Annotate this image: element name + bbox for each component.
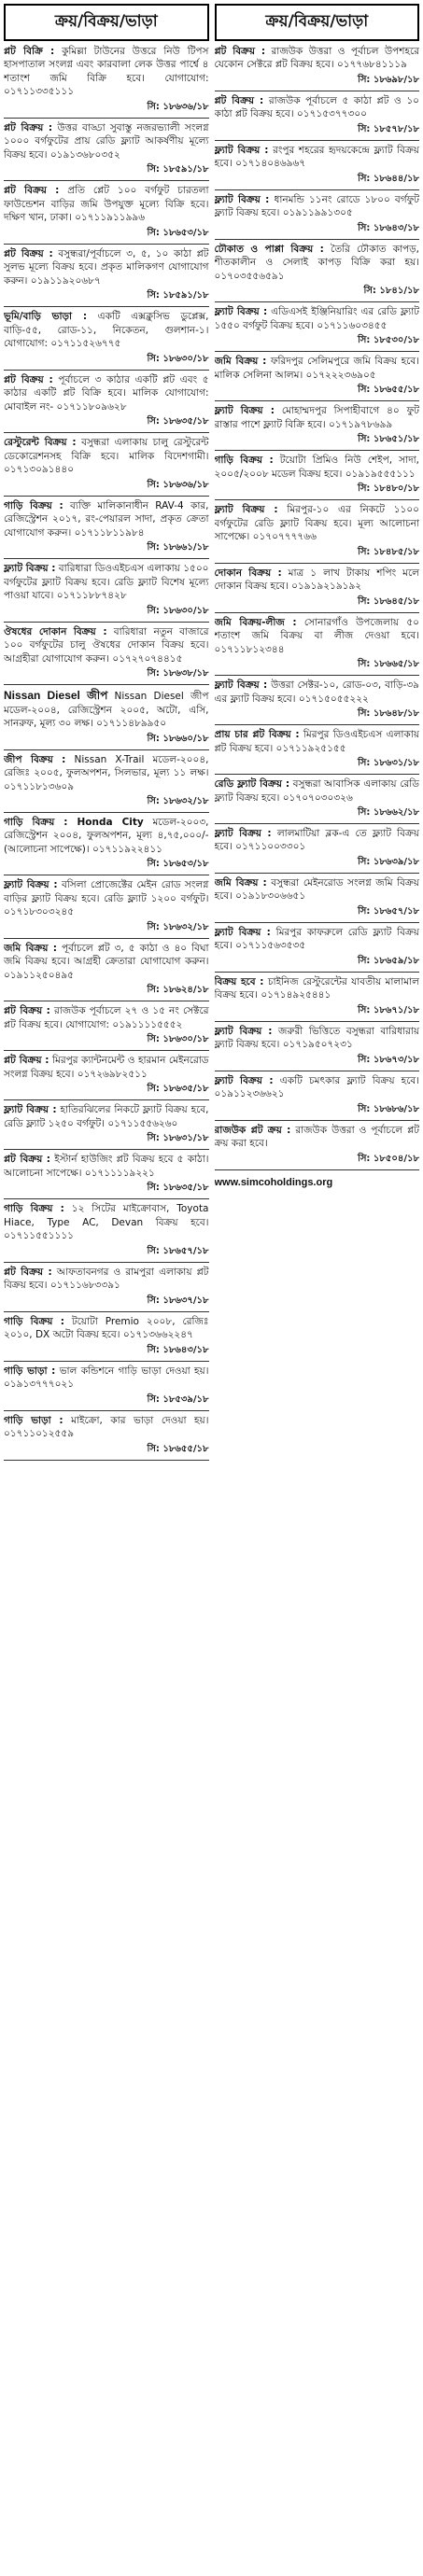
ad-text: রাজউক উত্তরা ও পূর্বাচল উপশহরে যেকোন সেক্টরে প্লট বিক্রয় হবে। ০১৭৭৬৮৪১১১৯ xyxy=(214,46,419,71)
classified-column-left xyxy=(4,4,209,2576)
ad-title: জীপ বিক্রয় : xyxy=(4,753,66,765)
classified-ad xyxy=(215,94,420,144)
ad-title: গাড়ি বিক্রয় : xyxy=(214,455,274,467)
ad-text: পূর্বাচলে ৩ কাঠার একটি প্লট এবং ৫ কাঠার একটি প্লট বিক্রি হবে। মালিক যোগাযোগ: মোবাইল নং- ০১৭১১৮০৯৬২৮ xyxy=(4,373,209,413)
ad-code: সি: ১৮৬৩৫/১৮ xyxy=(147,416,209,427)
ad-title: ফ্ল্যাট বিক্রয় : xyxy=(214,306,268,318)
ad-code: সি: ১৮৬৪৮/১৮ xyxy=(357,708,419,720)
ad-title: জমি বিক্রয় : xyxy=(214,876,267,889)
ad-title: প্লট বিক্রয় : xyxy=(214,46,266,57)
ad-body xyxy=(4,753,209,793)
ad-body xyxy=(4,1202,209,1242)
classified-ad xyxy=(215,679,420,728)
ad-text: মাইক্রো, কার ভাড়া দেওয়া হয়। ০১৭১১০১২৫৫৯ xyxy=(4,1414,209,1440)
classified-ad xyxy=(4,1365,209,1414)
ad-code: সি: ১৮৬২৪/১৮ xyxy=(147,985,209,996)
ad-body xyxy=(4,499,209,539)
ad-separator xyxy=(215,675,420,676)
ad-title: ফ্ল্যাট বিক্রয় : xyxy=(214,926,271,938)
ad-code: সি: ১৮৬৩০/১৮ xyxy=(147,353,209,364)
ad-body xyxy=(215,1025,420,1052)
classified-ad xyxy=(215,45,420,94)
ad-code: সি: ১৮৫০৪/১৮ xyxy=(357,1153,419,1164)
ad-separator xyxy=(4,244,209,245)
ad-title: ফ্ল্যাট বিক্রয় : xyxy=(214,405,275,417)
ad-text: মিরপুর কাফরুলে রেডি ফ্ল্যাট বিক্রয় হবে। ০১৭১১৫৬৩৫৩৫ xyxy=(214,926,419,952)
ad-separator xyxy=(4,1099,209,1100)
ad-title: ফ্ল্যাট বিক্রয় : xyxy=(4,879,58,891)
ad-code: সি: ১৮৫৯১/১৮ xyxy=(147,290,209,301)
ad-separator xyxy=(215,612,420,613)
ad-code: সি: ১৮৪১/১৮ xyxy=(363,286,419,297)
classified-ad xyxy=(4,878,209,941)
ad-body xyxy=(4,436,209,476)
ad-text: উত্তর বাড্ডা সুবাস্তু নজরভ্যালী সংলগ্ন ১০০০ বর্গফুটের প্রায় রেডি ফ্ল্যাট আকর্ষণীয় মূল্যে বিক্রয় হবে। ০১৯১৩৬৮০৩৫২ xyxy=(4,121,209,161)
ad-code: সি: ১৮৬৫৫/১৮ xyxy=(147,1443,209,1454)
ad-body xyxy=(4,1315,209,1342)
ad-separator xyxy=(4,558,209,559)
classified-ad xyxy=(215,777,420,827)
ad-code: সি: ১৮৬৬১/১৮ xyxy=(147,542,209,553)
ad-separator xyxy=(215,140,420,141)
ad-body xyxy=(215,567,420,594)
ad-text: আফতাবনগর ও রামপুরা এলাকায় প্লট বিক্রয় হবে। ০১৭১১৬৮৩৩৯১ xyxy=(4,1266,209,1292)
ad-separator xyxy=(4,1149,209,1150)
ad-code: সি: ১৮৬৩০/১৮ xyxy=(147,605,209,616)
classified-ad xyxy=(4,1004,209,1054)
classified-ad xyxy=(4,1202,209,1265)
ad-body xyxy=(215,679,420,706)
classified-ad xyxy=(215,876,420,926)
ad-code: সি: ১৮৬৩১/১৮ xyxy=(357,758,419,769)
ad-body xyxy=(4,1414,209,1441)
ad-text: টয়োটা প্রিমিও নিউ শেইপ, সাদা, ২০০৫/২০০৮ মডেল বিক্রয় হবে। ০১৯১৯৫৫৫১১১ xyxy=(214,455,419,480)
ad-title: ফ্ল্যাট বিক্রয় : xyxy=(214,827,272,839)
ad-code: সি: ১৮৬৩৭/১৮ xyxy=(147,1295,209,1306)
ad-text: তৈরি ঢৌকাত কাপড়, শীতকালীন ও সেলাই কাপড় বিক্রি করা হয়। ০১৭০৩৫৫৬৫৯১ xyxy=(214,243,419,282)
ad-body xyxy=(4,688,209,731)
classified-ad xyxy=(215,728,420,777)
ad-title: গাড়ি ভাড়া : xyxy=(4,1414,63,1426)
ad-body xyxy=(215,616,420,656)
ad-code: সি: ১৮৬৩৯/১৮ xyxy=(357,856,419,867)
ad-separator xyxy=(4,370,209,371)
ad-text: Nissan Diesel জীপ মডেল-২০০৪, রেজিস্ট্রেশন ২০০৫, অটো, এসি, সানরুফ, মূল্য ৩০ লক্ষ। ০১৭১১৪৮৯৯৫০ xyxy=(4,691,209,730)
ad-separator xyxy=(4,684,209,685)
classified-ad xyxy=(215,193,420,243)
ad-text: ১২ সিটের মাইক্রোবাস, Toyota Hiace, Type AC, Devan বিক্রয় হবে। ০১৭১১৫৫১১১১ xyxy=(4,1203,209,1242)
classified-ad xyxy=(4,562,209,624)
ad-separator xyxy=(215,400,420,401)
ad-separator xyxy=(215,972,420,973)
ad-body xyxy=(4,184,209,224)
classified-ad xyxy=(215,355,420,404)
ad-body xyxy=(215,355,420,382)
ad-separator xyxy=(215,351,420,352)
ad-title: গাড়ি বিক্রয় : Honda City xyxy=(4,816,144,828)
ad-title: বিক্রয় হবে : xyxy=(214,975,264,987)
classified-ad xyxy=(4,1266,209,1315)
ad-body xyxy=(215,876,420,903)
classified-ad xyxy=(4,247,209,310)
ad-separator xyxy=(4,432,209,433)
ad-title: প্লট বিক্রি : xyxy=(4,46,55,57)
ad-separator xyxy=(4,1311,209,1312)
ad-text: পূর্বাচলে প্লট ৩, ৫ কাঠা ও ৪০ বিঘা জমি বিক্রয় হবে। আগ্রহী ক্রেতারা যোগাযোগ করুন। ০১৯১১২৫০৪৯৫ xyxy=(4,942,209,981)
ad-separator xyxy=(4,118,209,119)
ad-separator xyxy=(4,1050,209,1051)
ad-body xyxy=(4,1054,209,1081)
ad-code: সি: ১৮৬৫৫/১৮ xyxy=(357,385,419,396)
ad-separator xyxy=(4,812,209,813)
ad-separator xyxy=(4,1262,209,1263)
classified-ad xyxy=(215,975,420,1025)
ad-code: সি: ১৮৬৩২/১৮ xyxy=(147,795,209,806)
ad-title: ফ্ল্যাট বিক্রয় : xyxy=(214,1025,273,1037)
ad-code: সি: ১৮৬৫৭/১৮ xyxy=(147,1245,209,1256)
ad-body xyxy=(215,243,420,283)
section-header: ক্রয়/বিক্রয়/ভাড়া xyxy=(215,4,420,41)
classified-ad xyxy=(215,454,420,503)
ad-separator xyxy=(215,450,420,451)
ad-text: চাইনিজ রেস্টুরেন্টের যাবতীয় মালামাল বিক্রয় হবে। ০১৭১৪৯২৫৪৪১ xyxy=(214,975,419,1001)
ad-code: সি: ১৮৬৭১/১৮ xyxy=(357,1004,419,1015)
classified-ad xyxy=(4,499,209,562)
ad-code: সি: ১৮৬৭৩/১৮ xyxy=(357,1054,419,1065)
classified-ad xyxy=(215,827,420,876)
ad-text: Nissan X-Trail মডেল-২০০৪, রেজিঃ ২০০৫, ফুলঅপশন, সিলভার, মূল্য ১১ লক্ষ। ০১৭১১৮১৩৬০৯ xyxy=(4,753,209,792)
ad-text: জরুরী ভিত্তিতে বসুন্ধরা বারিধারায় ফ্ল্যাট বিক্রয় হবে। ০১৭১৯৫০৭২৩১ xyxy=(214,1025,419,1051)
ad-body xyxy=(4,247,209,287)
ad-body xyxy=(215,454,420,481)
ad-text: টয়োটা Premio ২০০৮, রেজিঃ ২০১০, DX অটো বিক্রয় হবে। ০১৭১৩৬৬২২৪৭ xyxy=(4,1315,209,1341)
ad-body xyxy=(4,562,209,602)
ad-body xyxy=(4,1004,209,1031)
ad-code: সি: ১৮৬৩৬/১৮ xyxy=(147,101,209,112)
ad-separator xyxy=(4,938,209,939)
ad-text: একটি চমৎকার ফ্ল্যাট বিক্রয় হবে। ০১৯১১২৩৬৬২১ xyxy=(214,1074,419,1100)
classified-ad xyxy=(215,243,420,305)
ad-code: সি: ১৮৬৩১/১৮ xyxy=(147,1133,209,1144)
ad-text: রাজউক পূর্বাচলে ২৭ ও ১৫ নং সেক্টরে প্লট বিক্রয় হবে। যোগাযোগ: ০১৯১১১১৫৫৫২ xyxy=(4,1005,209,1030)
ad-body xyxy=(4,310,209,350)
ad-text: মোহাম্মদপুর সিপাহীবাগে ৪০ ফুট রাস্তার পাশে ফ্ল্যাট বিক্রি হবে। ০১৭১৯৭৮৬৯৯ xyxy=(214,405,419,430)
ad-code: সি: ১৮৬৪৫/১৮ xyxy=(357,595,419,607)
ad-separator xyxy=(215,1120,420,1121)
classified-ad xyxy=(4,753,209,816)
ad-body xyxy=(4,816,209,856)
ad-text: বারিধারা ডিওএইচএস এলাকায় ১৫০০ বর্গফুটের ফ্ল্যাট বিক্রয় হবে। রেডি ফ্ল্যাট বিশেষ মূল্যে পাওয়া যাবে। ০১৭১১৮৮৭৪২৮ xyxy=(4,563,209,602)
ad-body xyxy=(215,777,420,805)
ad-title: রাজউক প্লট ক্রয় : xyxy=(214,1124,291,1136)
ad-text: ইস্টার্ন হাউজিং প্লট বিক্রয় হবে ৫ কাঠা। আলোচনা সাপেক্ষে। ০১৭১১১১৯২২১ xyxy=(4,1154,209,1179)
ad-code: সি: ১৮৪৮০/১৮ xyxy=(357,483,419,495)
ad-code: সি: ১৮৬৬৫/১৮ xyxy=(357,659,419,670)
ad-title: গাড়ি বিক্রয় : xyxy=(4,499,63,511)
ad-separator xyxy=(215,499,420,500)
classified-ad xyxy=(4,310,209,372)
section-header: ক্রয়/বিক্রয়/ভাড়া xyxy=(4,4,209,41)
ad-text: বসুন্ধরা আবাসিক এলাকায় রেডি ফ্ল্যাট বিক্রয় হবে। ০১৭০৭০৩০৩২৬ xyxy=(214,778,419,804)
ad-title: প্লট বিক্রয় : xyxy=(214,94,264,106)
ad-title: দোকান বিক্রয় : xyxy=(214,567,282,579)
ad-code: সি: ১৮৬৪৩/১৮ xyxy=(147,1344,209,1355)
classified-ad xyxy=(4,373,209,436)
ad-body xyxy=(215,1124,420,1151)
ad-body xyxy=(215,503,420,543)
ad-title: প্লট বিক্রয় : xyxy=(4,373,53,385)
column-footer: www.simcoholdings.org xyxy=(214,1176,333,1188)
ad-separator xyxy=(4,1361,209,1362)
ad-body xyxy=(4,878,209,918)
ad-separator xyxy=(4,180,209,181)
classified-ad xyxy=(215,404,420,454)
classified-ad xyxy=(4,1414,209,1463)
ad-code: সি: ১৮৬৫৩/১৮ xyxy=(147,859,209,870)
ad-separator xyxy=(215,823,420,824)
ad-text: সোনারগাঁও উপজেলায় ৫০ শতাংশ জমি বিক্রয় বা লীজ দেওয়া হবে। ০১৭১১৮১২৩৪৪ xyxy=(214,616,419,655)
ad-title: Nissan Diesel জীপ xyxy=(4,689,108,703)
ad-text: কুমিল্লা টাউনের উত্তরে নিউ টিপস হাসপাতাল সংলগ্ন এবং কারবালা লেক উত্তর পার্শ্বে ৪ শতাংশ জমি বিক্রি হবে। যোগাযোগ: ০১৭১১৩৩৫১১১ xyxy=(4,46,209,98)
classified-ad xyxy=(215,616,420,679)
ad-separator xyxy=(215,724,420,725)
ad-title: ফ্ল্যাট বিক্রয় : xyxy=(214,679,268,692)
ad-body xyxy=(215,45,420,72)
ad-code: সি: ১৮৪৮৫/১৮ xyxy=(357,546,419,557)
ad-text: প্রতি প্লেট ১০০ বর্গফুট চারতলা ফাউন্ডেশন বাড়ির জমি উপযুক্ত মূল্যে বিক্রি হবে। দক্ষিণ খান, ঢাকা। ০১৭১১৯১১৯৯৬ xyxy=(4,185,209,224)
ad-separator xyxy=(4,749,209,750)
ad-separator xyxy=(215,239,420,240)
ad-separator xyxy=(215,922,420,923)
ad-title: প্লট বিক্রয় : xyxy=(4,121,53,133)
ad-text: ধানমন্ডি ১১নং রোডে ১৮০০ বর্গফুট ফ্ল্যাট বিক্রয় হবে। ০১৯১১৯৯১৩০৫ xyxy=(214,193,419,219)
ad-title: রেস্টুরেন্ট বিক্রয় : xyxy=(4,437,77,449)
ad-text: ব্যক্তি মালিকানাধীন RAV-4 কার, রেজিস্ট্রেশন ২০১৭, রং-পেয়ারল সাদা, প্রকৃত ক্রেতা যোগাযোগ করুন। ০১৭১১৮১১৯৮৪ xyxy=(4,499,209,539)
ad-text: বারিধারা নতুন বাজারে ১০০ বর্গফুটের চালু ঔষধের দোকান বিক্রয় হবে। আগ্রহীরা যোগাযোগ করুন। ০১৭২৭০৭৪৪১৫ xyxy=(4,625,209,665)
ad-body xyxy=(215,1074,420,1101)
ad-code: সি: ১৮৬৩৬/১৮ xyxy=(147,479,209,490)
ad-title: রেডি ফ্ল্যাট বিক্রয় : xyxy=(214,778,290,791)
ad-code: সি: ১৮৫৩৯/১৮ xyxy=(147,1393,209,1405)
ad-text: মিরপুর-১০ এর নিকটে ১১০০ বর্গফুটের রেডি ফ্ল্যাট বিক্রয় হবে। মূল্য আলোচনা সাপেক্ষে। ০১৭০৭৭৭৭৬৬ xyxy=(214,504,419,543)
ad-text: উত্তরা সেক্টর-১০, রোড-০৩, বাড়ি-৩৯ এর ফ্ল্যাট বিক্রয় হবে। ০১৭১৫০৫৫২২২ xyxy=(214,679,419,705)
ad-separator xyxy=(4,1460,209,1461)
ad-title: প্লট বিক্রয় : xyxy=(4,185,60,197)
classified-ad xyxy=(4,45,209,121)
ad-code: সি: ১৮৫৯১/১৮ xyxy=(147,164,209,175)
ad-code: সি: ১৮৬৩০/১৮ xyxy=(147,1034,209,1045)
ad-code: সি: ১৮৬৬০/১৮ xyxy=(147,733,209,744)
ad-separator xyxy=(215,301,420,302)
ad-title: ফ্ল্যাট বিক্রয় : xyxy=(214,144,269,156)
ad-title: প্লট বিক্রয় : xyxy=(4,1005,50,1017)
ad-text: রাজউক পূর্বাচলে ৫ কাঠা প্লট ও ১০ কাঠা প্লট বিক্রয় হবে। ০১৭১৫৩৭৭৩০০ xyxy=(214,94,419,120)
ad-separator xyxy=(4,1410,209,1411)
classified-ad xyxy=(4,1054,209,1103)
classified-ad xyxy=(4,121,209,184)
ad-code: সি: ১৮৬৫৩/১৮ xyxy=(147,227,209,238)
ad-separator xyxy=(215,774,420,775)
ad-title: ভূমি/বাড়ি ভাড়া : xyxy=(4,311,88,323)
classified-ad xyxy=(4,625,209,688)
ad-title: জমি বিক্রয় : xyxy=(214,356,267,368)
ad-code: সি: ১৮৬৩৫/১৮ xyxy=(147,1183,209,1194)
ad-text: ফরিদপুর সেলিমপুরে জমি বিক্রয় হবে। মালিক সেলিনা আলম। ০১৭২২২৩৬৯০৫ xyxy=(214,356,419,381)
ad-separator xyxy=(215,1169,420,1170)
ad-title: গাড়ি বিক্রয় : xyxy=(4,1203,64,1215)
ad-body xyxy=(215,827,420,854)
ad-text: হাতিরঝিলের নিকটে ফ্ল্যাট বিক্রয় হবে, রেডি ফ্ল্যাট ১২৫০ বর্গফুট। ০১৭১১৫৫৬২৬০ xyxy=(4,1104,209,1129)
ad-code: সি: ১৮৬৩৫/১৮ xyxy=(147,1084,209,1095)
ad-body xyxy=(215,728,420,755)
classified-ad xyxy=(215,144,420,193)
ad-title: প্লট বিক্রয় : xyxy=(4,1154,51,1166)
classified-ad xyxy=(4,184,209,246)
ad-separator xyxy=(215,189,420,190)
ad-body xyxy=(4,625,209,665)
ad-text: বসুন্ধরা মেইনরোড সংলগ্ন জমি বিক্রয় হবে। ০১৯১৮৩০৬৬৫১ xyxy=(214,876,419,903)
ad-text: বসিলা প্রোজেক্টের মেইন রোড সংলগ্ন বাড়ির ফ্ল্যাট বিক্রয় হবে। রেডি ফ্ল্যাট ১২০০ বর্গফুট। ০১৭১৮৩০৩২৪৫ xyxy=(4,879,209,918)
classified-ad xyxy=(215,926,420,975)
classified-ad xyxy=(4,688,209,753)
ad-code: সি: ১৮৬৩২/১৮ xyxy=(147,921,209,932)
ad-body xyxy=(215,926,420,953)
ad-text: লালমাটিয়া ব্লক-এ তে ফ্ল্যাট বিক্রয় হবে। ০১৭১১০০৩৩০১ xyxy=(214,827,419,853)
ad-text: মাত্র ১ লাখ টাকায় শপিং মলে দোকান বিক্রয় হবে। ০১৯১৯২১৯১৯২ xyxy=(214,567,419,593)
ad-code: সি: ১৮৬৪৪/১৮ xyxy=(357,173,419,184)
ad-body xyxy=(215,193,420,220)
ad-code: সি: ১৮৬৫১/১৮ xyxy=(357,434,419,445)
classified-ad xyxy=(4,1103,209,1153)
ad-title: ফ্ল্যাট বিক্রয় : xyxy=(214,193,270,205)
ad-title: ফ্ল্যাট বিক্রয় : xyxy=(4,1104,57,1116)
ad-body xyxy=(215,404,420,431)
classified-ad xyxy=(4,1153,209,1202)
ad-body xyxy=(4,1266,209,1293)
ad-body xyxy=(215,305,420,332)
ad-separator xyxy=(215,873,420,874)
ad-title: ঔষধের দোকান বিক্রয় : xyxy=(4,625,107,637)
ad-code: সি: ১৮৬৩৮/১৮ xyxy=(147,668,209,679)
classified-ad xyxy=(4,436,209,498)
ad-code: সি: ১৮৬৮৬/১৮ xyxy=(357,1103,419,1114)
ad-separator xyxy=(215,1021,420,1022)
ad-code: সি: ১৮৫৩০/১৮ xyxy=(357,335,419,346)
ad-title: ফ্ল্যাট বিক্রয় : xyxy=(4,563,56,575)
ad-code: সি: ১৮৬৬২/১৮ xyxy=(357,806,419,818)
ad-text: বসুন্ধরা/পূর্বাচলে ৩, ৫, ১০ কাঠা প্লট সুলভ মূল্যে বিক্রয় হবে। প্রকৃত মালিকগণ যোগাযোগ করুন। ০১৯১১৯২০৬৮৭ xyxy=(4,247,209,287)
classified-ad xyxy=(4,816,209,878)
ad-text: রাজউক উত্তরা ও পূর্বাচলে প্লট ক্রয় করা হবে। xyxy=(214,1124,419,1150)
ad-body xyxy=(4,45,209,99)
ad-title: জমি বিক্রয় : xyxy=(4,942,57,954)
ad-text: বসুন্ধরা এলাকায় চালু রেস্টুরেন্ট ডেকোরেশনসহ বিক্রি হবে। মালিক বিদেশগামী। ০১৭১৩০৯১৪৪০ xyxy=(4,437,209,476)
classified-column-right xyxy=(215,4,420,2576)
ad-body xyxy=(4,1365,209,1392)
ad-separator xyxy=(215,563,420,564)
classified-ad xyxy=(215,1124,420,1173)
ad-title: ঢৌকাত ও পাপ্পা বিক্রয় : xyxy=(214,243,324,255)
ad-body xyxy=(215,975,420,1002)
ad-body xyxy=(4,1153,209,1180)
ad-body xyxy=(4,1103,209,1130)
ad-separator xyxy=(4,306,209,307)
classified-ad xyxy=(4,942,209,1004)
ad-text: ভাল কন্ডিশনে গাড়ি ভাড়া দেওয়া হয়। ০১৯১৩৭৭৭০২১ xyxy=(4,1365,209,1391)
ad-title: ফ্ল্যাট বিক্রয় : xyxy=(214,1074,274,1086)
ad-title: গাড়ি ভাড়া : xyxy=(4,1365,56,1377)
ad-title: প্লট বিক্রয় : xyxy=(4,1055,49,1067)
ad-title: প্লট বিক্রয় : xyxy=(4,1266,52,1278)
ad-title: গাড়ি বিক্রয় : xyxy=(4,1315,64,1327)
ad-separator xyxy=(4,1198,209,1199)
ad-body xyxy=(4,121,209,161)
classified-ad xyxy=(215,305,420,355)
ad-body xyxy=(4,942,209,982)
ad-title: ফ্ল্যাট বিক্রয় : xyxy=(214,504,278,516)
ad-text: মিরপুর ডিওএইচএস এলাকায় প্লট বিক্রয় হবে। ০১৭১১৯২৫১৫৫ xyxy=(214,729,419,754)
classified-ad xyxy=(215,1025,420,1074)
ad-title: প্রায় চার প্লট বিক্রয় : xyxy=(214,729,300,741)
ad-text: একটি এক্সক্লুসিভ ডুপ্লেক্স, বাড়ি-৫৫, রোড-১১, নিকেতন, গুলশান-১। যোগাযোগ: ০১৭১১৫২৬৭৭৫ xyxy=(4,311,209,350)
classified-ad xyxy=(4,1315,209,1365)
ad-text: এডিএসই ইঞ্জিনিয়ারিং এর রেডি ফ্ল্যাট ১৫৫০ বর্গফুট বিক্রয় হবে। ০১৭১১৬০৩৪৫৫ xyxy=(214,306,419,331)
ad-code: সি: ১৮৫৭৮/১৮ xyxy=(357,123,419,134)
ad-separator xyxy=(4,496,209,497)
ad-body xyxy=(4,373,209,413)
ad-text: মডেল-২০০৩, রেজিস্ট্রেশন ২০০৪, ফুলঅপশন, মূল্য ৪,৭৫,০০০/- (আলোচনা সাপেক্ষে)। ০১৭১১৯২২৪১১ xyxy=(4,816,209,855)
ad-title: প্লট বিক্রয় : xyxy=(4,247,53,259)
classified-ad xyxy=(215,567,420,616)
ad-code: সি: ১৮৬৯৮/১৮ xyxy=(357,74,419,85)
ad-list xyxy=(215,45,420,1173)
ad-code: সি: ১৮৬৫৯/১৮ xyxy=(357,955,419,966)
ad-title: জমি বিক্রয়-লীজ : xyxy=(214,616,297,628)
ad-text: রংপুর শহরের হৃদয়কেন্দ্রে ফ্ল্যাট বিক্রয় হবে। ০১৭১৪০৪৬৯৬৭ xyxy=(214,144,419,170)
ad-list xyxy=(4,45,209,1463)
ad-separator xyxy=(4,622,209,623)
ad-text: মিরপুর ক্যান্টনমেন্ট ও হারমান মেইনরোড সংলগ্ন বিক্রয় হবে। ০১৭২৬৯৮২৫১১ xyxy=(4,1055,209,1080)
classified-ad xyxy=(215,1074,420,1124)
classified-ad xyxy=(215,503,420,566)
ad-body xyxy=(215,144,420,171)
ad-body xyxy=(215,94,420,121)
ad-code: সি: ১৮৬৪৩/১৮ xyxy=(357,222,419,233)
ad-code: সি: ১৮৬৫৭/১৮ xyxy=(357,905,419,917)
